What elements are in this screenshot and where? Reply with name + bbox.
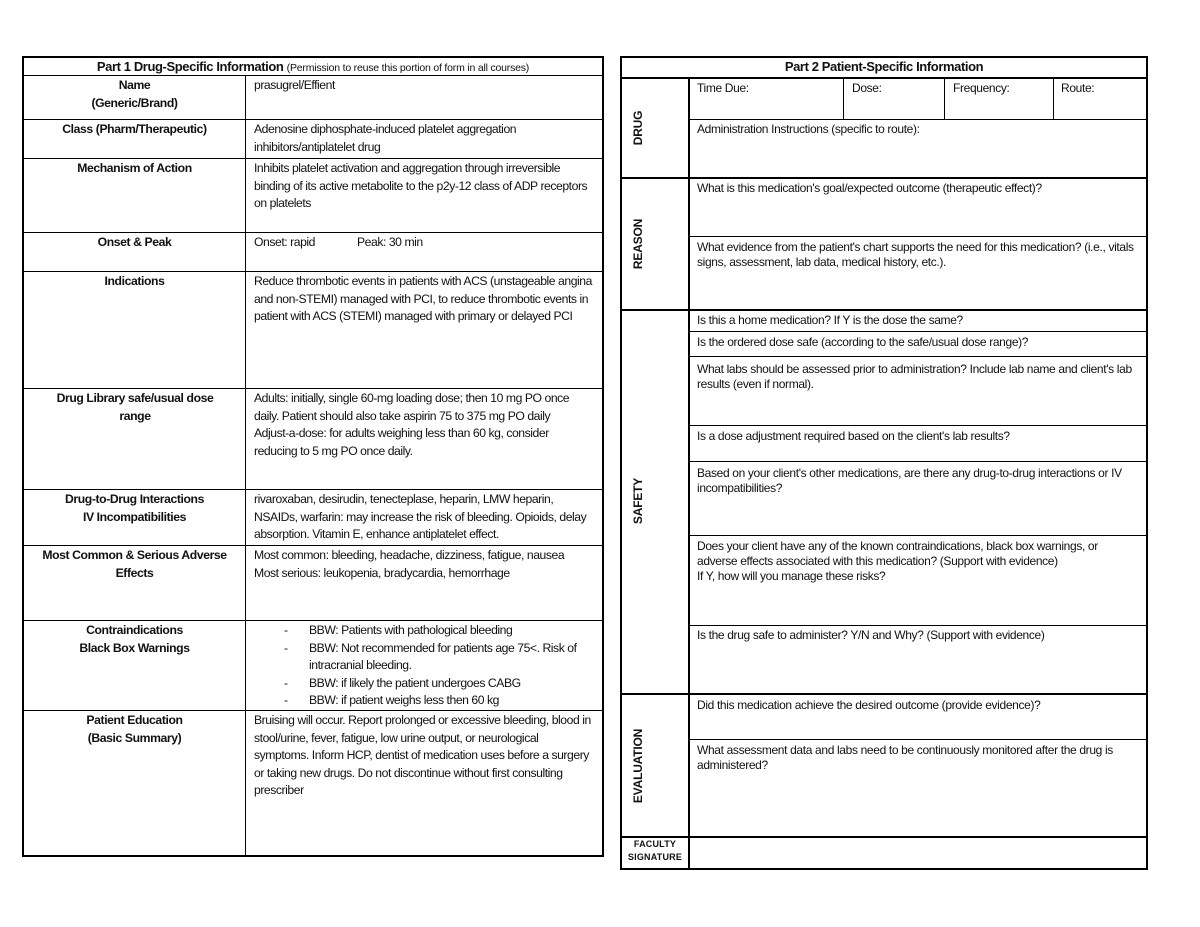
value-mechanism: Inhibits platelet activation and aggregation through irreversible binding of its active metabolite to the p2y-12 class of ADP receptors on platelets xyxy=(254,161,588,210)
dose-adjust-question: Is a dose adjustment required based on the client's lab results? xyxy=(697,429,1010,443)
part2-header-divider xyxy=(620,77,1148,79)
label-education xyxy=(24,712,245,747)
admin-instructions-label: Administration Instructions (specific to route): xyxy=(697,122,920,136)
label-contraindications xyxy=(24,622,245,657)
row-divider xyxy=(689,461,1147,462)
section-divider xyxy=(620,177,1148,179)
section-reason-label: REASON xyxy=(631,218,645,270)
label-indications: Indications xyxy=(104,274,165,288)
section-drug-label: DRUG xyxy=(631,110,645,146)
monitoring-question: What assessment data and labs need to be continuously monitored after the drug is administered? xyxy=(697,743,1113,772)
label-contra-line2: Black Box Warnings xyxy=(79,640,190,655)
label-interactions-line1: Drug-to-Drug Interactions xyxy=(65,492,204,506)
label-adverse-line2: Effects xyxy=(115,565,154,580)
col-divider xyxy=(843,78,844,119)
contraindications-question-text: Does your client have any of the known contraindications, black box warnings, or adverse effects associated with this medication? (Support with evidence) xyxy=(697,539,1098,568)
row-divider xyxy=(689,356,1147,357)
label-education-line1: Patient Education xyxy=(86,713,183,727)
label-contra-line1: Contraindications xyxy=(86,623,183,637)
row-divider xyxy=(689,331,1147,332)
row-divider xyxy=(22,388,604,389)
part1-permission: (Permission to reuse this portion of form in all courses) xyxy=(286,62,530,74)
section-safety-label: SAFETY xyxy=(631,477,645,525)
faculty-signature-label xyxy=(622,838,688,864)
row-divider xyxy=(22,232,604,233)
row-divider xyxy=(689,535,1147,536)
faculty-signature-field[interactable] xyxy=(690,839,1146,868)
list-item xyxy=(254,622,594,640)
ordered-dose-question: Is the ordered dose safe (according to the safe/usual dose range)? xyxy=(697,335,1029,349)
row-divider xyxy=(689,236,1147,237)
row-divider xyxy=(22,545,604,546)
row-divider xyxy=(22,489,604,490)
interactions-question: Based on your client's other medications, are there any drug-to-drug interactions or IV incompatibilities? xyxy=(697,466,1122,495)
evidence-question: What evidence from the patient's chart supports the need for this medication? (i.e., vitals signs, assessment, lab data, medical history, etc.). xyxy=(697,240,1134,269)
part1-column-divider xyxy=(245,76,246,856)
value-dose-range xyxy=(254,390,594,460)
row-divider xyxy=(22,158,604,159)
section-evaluation-label: EVALUATION xyxy=(631,728,645,804)
row-divider xyxy=(22,710,604,711)
part1-title-text: Part 1 Drug-Specific Information xyxy=(96,59,284,74)
contra-item: BBW: Not recommended for patients age 75<. Risk of intracranial bleeding. xyxy=(309,640,577,672)
section-divider xyxy=(620,309,1148,311)
safe-to-administer-question: Is the drug safe to administer? Y/N and Why? (Support with evidence) xyxy=(697,628,1045,642)
labs-question: What labs should be assessed prior to administration? Include lab name and client's lab results (even if normal). xyxy=(697,362,1132,391)
value-dose-adults: Adults: initially, single 60-mg loading dose; then 10 mg PO once daily. Patient should also take aspirin 75 to 375 mg PO daily xyxy=(254,391,570,423)
row-divider xyxy=(689,119,1147,120)
frequency-label: Frequency: xyxy=(953,81,1010,95)
faculty-line2: SIGNATURE xyxy=(627,852,683,862)
faculty-line1: FACULTY xyxy=(633,839,677,849)
value-peak: Peak: 30 min xyxy=(357,235,423,249)
value-adverse xyxy=(254,547,574,582)
label-name-line1: Name xyxy=(118,78,151,92)
label-interactions-line2: IV Incompatibilities xyxy=(82,509,187,524)
goal-question: What is this medication's goal/expected outcome (therapeutic effect)? xyxy=(697,181,1042,195)
value-adverse-common: Most common: bleeding, headache, dizziness, fatigue, nausea xyxy=(254,548,565,562)
part1-header-divider xyxy=(22,75,604,76)
label-name-line2: (Generic/Brand) xyxy=(91,95,178,110)
col-divider xyxy=(944,78,945,119)
label-class: Class (Pharm/Therapeutic) xyxy=(62,122,207,136)
bullet-dash: - xyxy=(284,640,288,655)
row-divider xyxy=(689,739,1147,740)
value-adverse-serious: Most serious: leukopenia, bradycardia, hemorrhage xyxy=(254,565,510,580)
label-dose-range: Drug Library safe/usual dose range xyxy=(56,391,214,423)
row-divider xyxy=(689,425,1147,426)
dose-label: Dose: xyxy=(852,81,882,95)
value-contraindications xyxy=(254,622,594,710)
label-mechanism: Mechanism of Action xyxy=(77,161,192,175)
label-name xyxy=(24,77,245,112)
label-education-line2: (Basic Summary) xyxy=(87,730,182,745)
contra-item: BBW: if patient weighs less then 60 kg xyxy=(309,693,499,707)
contra-item: BBW: Patients with pathological bleeding xyxy=(309,623,513,637)
section-divider xyxy=(620,693,1148,695)
manage-risks-question: If Y, how will you manage these risks? xyxy=(697,569,886,583)
col-divider xyxy=(1053,78,1054,119)
row-divider xyxy=(22,271,604,272)
label-onset-peak: Onset & Peak xyxy=(97,235,172,249)
bullet-dash: - xyxy=(284,693,288,707)
home-med-question: Is this a home medication? If Y is the dose the same? xyxy=(697,313,963,327)
section-divider xyxy=(620,836,1148,838)
value-name: prasugrel/Effient xyxy=(254,78,335,92)
value-class: Adenosine diphosphate-induced platelet aggregation inhibitors/antiplatelet drug xyxy=(254,122,517,154)
part2-column-divider xyxy=(688,78,690,869)
row-divider xyxy=(22,119,604,120)
value-onset: Onset: rapid xyxy=(254,235,315,249)
label-adverse xyxy=(24,547,245,582)
list-item xyxy=(254,692,594,710)
part2-title: Part 2 Patient-Specific Information xyxy=(784,59,984,74)
row-divider xyxy=(22,620,604,621)
contraindications-question xyxy=(697,539,1140,584)
bullet-dash: - xyxy=(284,623,288,637)
contra-item: BBW: if likely the patient undergoes CABG xyxy=(309,675,521,690)
list-item xyxy=(254,675,594,693)
row-divider xyxy=(689,625,1147,626)
list-item xyxy=(254,640,594,675)
time-due-label: Time Due: xyxy=(697,81,749,95)
label-adverse-line1: Most Common & Serious Adverse xyxy=(42,548,227,562)
value-education: Bruising will occur. Report prolonged or excessive bleeding, blood in stool/urine, fever, fatigue, low urine output, or neurological symptoms. Inform HCP, dentist of medication uses before a surgery or taking new drugs. Do not discontinue without first consulting prescriber xyxy=(254,713,591,797)
outcome-question: Did this medication achieve the desired outcome (provide evidence)? xyxy=(697,698,1041,712)
bullet-dash: - xyxy=(284,675,288,690)
value-dose-adjust: Adjust-a-dose: for adults weighing less than 60 kg, consider reducing to 5 mg PO once daily. xyxy=(254,426,549,458)
label-interactions xyxy=(24,491,245,526)
value-interactions: rivaroxaban, desirudin, tenecteplase, heparin, LMW heparin, NSAIDs, warfarin: may increase the risk of bleeding. Opioids, delay absorption. Vitamin E, enhance antiplatelet effect. xyxy=(254,492,587,541)
value-indications: Reduce thrombotic events in patients with ACS (unstageable angina and non-STEMI) managed with PCI, to reduce thrombotic events in patient with ACS (STEMI) managed with primary or delayed PCI xyxy=(254,274,592,323)
route-label: Route: xyxy=(1061,81,1095,95)
